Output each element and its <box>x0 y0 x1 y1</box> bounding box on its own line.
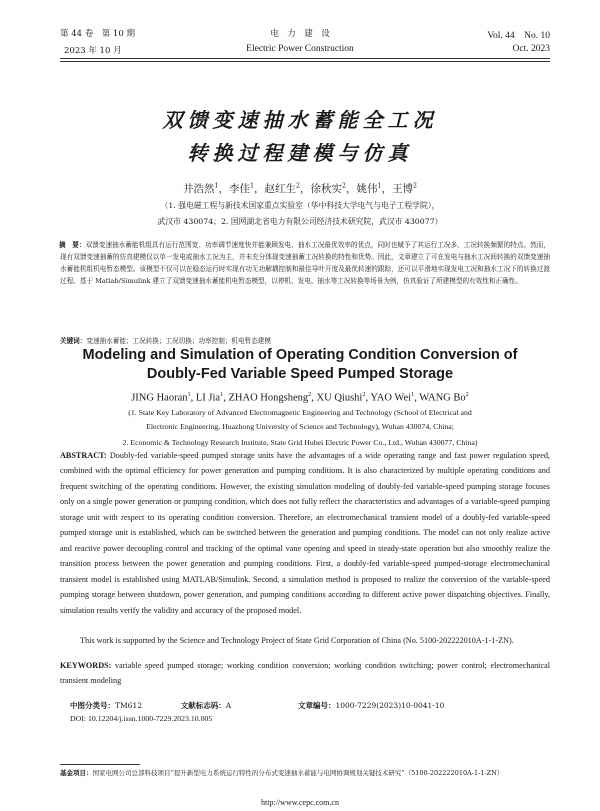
abstract-cn-text: 双馈变速抽水蓄能机组具有运行范围宽、功率调节速度快并能兼顾发电、抽水工况最优效率的优点，同时也赋予了其运行工况多、工况转换频繁的特点。然而，现有双馈变速抽蓄的仿真建模仅以单一发电或抽水工况为主，并未充分体现变速抽蓄工况转换的特性和优势。因此，文章建立了可在发电与抽水工况间转换的双馈变速抽水蓄能机组机电暂态模型。该模型不仅可以在稳态运行时实现有功无功解耦控制和最佳导叶开度及最优转速的跟踪，还可以平滑地实现发电工况和抽水工况下的转换过渡过程。基于 Matlab/Simulink 建立了双馈变速抽水蓄能机电暂态模型，以停机、发电、抽水等工况转换等场景为例，仿真验证了所建模型的有效性和正确性。 <box>60 241 551 285</box>
authors-cn: 井浩然$^1$，李佳$^1$，赵红生$^2$，徐秋实$^2$，姚伟$^1$，王博$^2$ <box>182 182 418 195</box>
author-name: XU Qiushi <box>316 392 363 404</box>
header-rule-bottom <box>60 61 550 62</box>
authors-en: JING Haoran$^1$, LI Jia$^1$, ZHAO Hongsheng$^2$, XU Qiushi$^2$, YAO Wei$^1$, WANG Bo$^2$ <box>131 391 469 404</box>
footnote-rule <box>60 764 140 765</box>
keywords-cn-label: 关键词： <box>60 337 87 345</box>
article-no-label: 文章编号： <box>297 701 336 710</box>
keywords-en <box>60 658 550 689</box>
abstract-en-text: Doubly-fed variable-speed pumped storage units have the advantages of a wide operating range and fast power regulation speed, combined with the optimal efficiency for power generation and pumping conditions. It is also characterized by multiple operating conditions and frequent switching of the operating conditions. However, the existing simulation modeling of doubly-fed variable-speed pumping storage focuses only on a single power generation or pumping condition, which does not fully reflect the characteristics and advantages of a variable-speed pumping storage unit with respect to its operating condition conversion. Therefore, an electromechanical transient model of a doubly-fed variable-speed pumped storage unit is established, which can be switched between the generation and pumping conditions. The model can not only realize active and reactive power decoupling control and tracking of the optimal vane opening and speed in steady-state operation but also smoothly realize the transition process between the power generation and pumping conditions. First, a doubly-fed variable-speed pumped-storage electromechanical transient model is established using MATLAB/Simulink. Second, a simulation method is proposed to realize the conversion of the variable-speed pumping storage between shutdown, power generation, and pumping conditions according to different active power dispatching objectives. Finally, simulation results verify the validity and accuracy of the proposed model. <box>60 451 551 615</box>
doc-code-value: A <box>225 701 232 710</box>
keywords-en-label: KEYWORDS: <box>60 661 112 670</box>
author-affiliation-mark: 2 <box>308 391 312 398</box>
abstract-cn-label: 摘 要： <box>59 241 86 249</box>
affiliation-cn-line2: 武汉市 430074；2. 国网湖北省电力有限公司经济技术研究院，武汉市 430077） <box>157 217 443 226</box>
footer-url[interactable]: http://www.cepc.com.cn <box>261 798 339 807</box>
affiliation-en-line3: 2. Economic & Technology Research Institute, State Grid Hubei Electric Power Co., Ltd., Wuhan 430077, China) <box>122 438 478 447</box>
clc-value: TM612 <box>115 701 142 710</box>
author-affiliation-mark: 2 <box>465 391 469 398</box>
keywords-en-text: variable speed pumped storage; working condition conversion; working condition switching; power control; electromechanical transient modeling <box>60 661 550 686</box>
doc-code-label: 文献标志码： <box>180 701 226 710</box>
author-affiliation-mark: 2 <box>295 182 300 190</box>
title-en-line1: Modeling and Simulation of Operating Condition Conversion of <box>82 347 518 363</box>
clc-label: 中图分类号： <box>70 701 115 710</box>
fund-label: 基金项目： <box>60 769 93 777</box>
author-name: LI Jia <box>195 392 221 404</box>
title-en-line2: Doubly-Fed Variable Speed Pumped Storage <box>146 366 454 382</box>
header-rule-top <box>60 58 550 59</box>
author-name: WANG Bo <box>419 392 466 404</box>
support-en: This work is supported by the Science and Technology Project of State Grid Corporation of China (No. 5100-202222010A-1-1-ZN). <box>80 636 514 645</box>
author-name: 王博 <box>392 183 414 195</box>
header-volume-cn: 第 44 卷 第 10 期 <box>60 29 135 39</box>
fund-text: 国家电网公司总部科技项目“提升新型电力系统运行特性的分布式变速抽水蓄能与电网协调规划关键技术研究”（5100-202222010A-1-1-ZN） <box>92 769 504 777</box>
author-affiliation-mark: 1 <box>220 391 224 398</box>
author-affiliation-mark: 2 <box>342 182 347 190</box>
author-name: ZHAO Hongsheng <box>228 392 309 404</box>
author-name: JING Haoran <box>131 392 188 404</box>
doi-value: 10.12204/j.issn.1000-7229.2023.10.005 <box>87 714 213 723</box>
fund-note <box>60 768 550 779</box>
author-affiliation-mark: 1 <box>249 182 254 190</box>
abstract-en <box>60 448 550 618</box>
abstract-en-label: ABSTRACT: <box>60 451 107 460</box>
doi-line <box>70 714 212 723</box>
author-name: 李佳 <box>228 183 250 195</box>
author-affiliation-mark: 1 <box>187 391 191 398</box>
author-affiliation-mark: 2 <box>413 182 418 190</box>
keywords-cn-text: 变速抽水蓄能；工况转换；工况切换；功率控制；机电暂态建模 <box>86 337 271 345</box>
classification-line1 <box>70 700 444 711</box>
header-date-en: Oct. 2023 <box>512 44 550 54</box>
author-affiliation-mark: 1 <box>377 182 382 190</box>
affiliation-en-line2: Electronic Engineering, Huazhong University of Science and Technology), Wuhan 430074, China; <box>146 422 454 431</box>
author-name: 徐秋实 <box>310 183 342 195</box>
article-no-value: 1000-7229(2023)10-0041-10 <box>335 701 445 710</box>
author-affiliation-mark: 1 <box>214 182 219 190</box>
affiliation-cn-line1: （1. 强电磁工程与新技术国家重点实验室（华中科技大学电气与电子工程学院）， <box>160 201 440 210</box>
abstract-cn <box>60 240 550 288</box>
author-affiliation-mark: 1 <box>411 391 415 398</box>
author-name: 姚伟 <box>356 183 378 195</box>
header-date-cn: 2023 年 10 月 <box>64 46 122 56</box>
header-journal-en: Electric Power Construction <box>246 44 354 54</box>
doi-label: DOI: <box>70 714 87 723</box>
author-name: YAO Wei <box>370 392 412 404</box>
affiliation-en-line1: (1. State Key Laboratory of Advanced Electromagnetic Engineering and Technology (School of Electrical and <box>128 408 472 417</box>
title-cn-line2: 转换过程建模与仿真 <box>187 141 413 165</box>
header-volume-en: Vol. 44 No. 10 <box>487 31 550 41</box>
header-journal-cn: 电 力 建 设 <box>270 29 330 39</box>
author-name: 井浩然 <box>182 183 215 195</box>
author-affiliation-mark: 2 <box>362 391 366 398</box>
title-cn-line1: 双馈变速抽水蓄能全工况 <box>162 108 438 132</box>
author-name: 赵红生 <box>264 183 296 195</box>
